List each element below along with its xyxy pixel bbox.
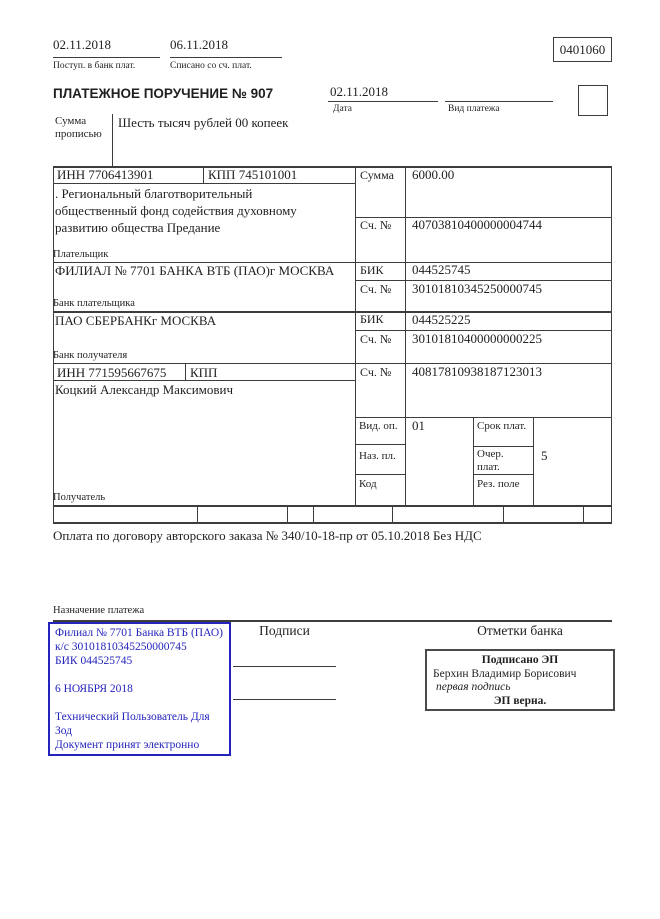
purpose-code-label: Наз. пл. bbox=[359, 450, 396, 462]
esign-stamp-box bbox=[425, 649, 615, 711]
esign-title: Подписано ЭП bbox=[481, 654, 559, 666]
reserve-field-label: Рез. поле bbox=[477, 478, 520, 490]
esign-status: ЭП верна. bbox=[493, 694, 547, 707]
grid-line bbox=[583, 505, 584, 522]
grid-line bbox=[533, 417, 534, 505]
payment-type-rule bbox=[445, 101, 553, 102]
priority-value: 5 bbox=[541, 448, 548, 463]
debited-date-label: Списано со сч. плат. bbox=[170, 61, 252, 71]
signature-line bbox=[233, 699, 336, 700]
priority-label: Очер. плат. bbox=[477, 448, 504, 473]
esign-signer: Берхин Владимир Борисович bbox=[433, 667, 577, 680]
document-title: ПЛАТЕЖНОЕ ПОРУЧЕНИЕ № 907 bbox=[53, 86, 274, 101]
payer-name-line: общественный фонд содействия духовному bbox=[55, 203, 297, 218]
beneficiary-bank-name: ПАО СБЕРБАНКг МОСКВА bbox=[55, 313, 217, 328]
payment-type-box bbox=[578, 85, 608, 116]
bank-stamp-line: 6 НОЯБРЯ 2018 bbox=[55, 683, 133, 695]
table-left-rule bbox=[53, 166, 54, 505]
grid-line bbox=[197, 505, 198, 522]
bank-stamp-line: Зод bbox=[55, 725, 73, 737]
bank-marks-title: Отметки банка bbox=[477, 623, 563, 638]
op-type-value: 01 bbox=[412, 418, 425, 433]
amount-label: Сумма bbox=[360, 168, 394, 182]
op-type-label: Вид. оп. bbox=[359, 420, 398, 432]
debited-date: 06.11.2018 bbox=[170, 37, 229, 52]
payer-bank-name: ФИЛИАЛ № 7701 БАНКА ВТБ (ПАО)г МОСКВА bbox=[55, 263, 335, 278]
payer-account: 40703810400000004744 bbox=[412, 217, 542, 232]
receiver-label: Получатель bbox=[53, 492, 106, 503]
grid-line bbox=[355, 474, 405, 475]
bank-stamp-line: Филиал № 7701 Банка ВТБ (ПАО) bbox=[55, 627, 223, 639]
grid-line bbox=[473, 474, 533, 475]
code-label: Код bbox=[359, 478, 377, 490]
payer-kpp: КПП 745101001 bbox=[208, 167, 298, 182]
grid-line bbox=[355, 444, 405, 445]
payer-bank-bik: 044525745 bbox=[412, 262, 471, 277]
grid-line bbox=[53, 505, 54, 522]
beneficiary-bank-account-label: Сч. № bbox=[360, 332, 392, 346]
grid-line bbox=[203, 166, 204, 183]
document-date-rule bbox=[328, 101, 438, 102]
table-right-rule bbox=[611, 166, 612, 505]
grid-line bbox=[473, 417, 474, 505]
grid-line bbox=[503, 505, 504, 522]
bank-stamp-line: БИК 044525745 bbox=[55, 655, 133, 667]
beneficiary-bank-bik-label: БИК bbox=[360, 312, 384, 326]
grid-line bbox=[287, 505, 288, 522]
payer-account-label: Сч. № bbox=[360, 218, 392, 232]
signature-line bbox=[233, 666, 336, 667]
amount-words-value: Шесть тысяч рублей 00 копеек bbox=[118, 115, 289, 130]
receiver-name: Коцкий Александр Максимович bbox=[55, 382, 234, 397]
payer-name-line: . Региональный благотворительный bbox=[55, 186, 253, 201]
payer-inn: ИНН 7706413901 bbox=[57, 167, 154, 182]
bank-stamp bbox=[48, 622, 231, 756]
bank-stamp-line: Документ принят электронно bbox=[55, 739, 200, 751]
grid-line bbox=[473, 446, 533, 447]
payment-purpose-label: Назначение платежа bbox=[53, 605, 145, 616]
received-date-label: Поступ. в банк плат. bbox=[53, 61, 136, 71]
bank-stamp-line: Технический Пользователь Для bbox=[55, 711, 210, 723]
payer-name-line: развитию общества Предание bbox=[55, 220, 221, 235]
payer-label: Плательщик bbox=[53, 249, 109, 260]
beneficiary-bank-account: 30101810400000000225 bbox=[412, 331, 542, 346]
amount-words-label: Сумма прописью bbox=[55, 115, 102, 140]
amount-words-divider bbox=[112, 114, 113, 167]
beneficiary-bank-label: Банк получателя bbox=[53, 350, 128, 361]
signatures-title: Подписи bbox=[259, 623, 310, 638]
grid-line bbox=[185, 363, 186, 380]
grid-line bbox=[313, 505, 314, 522]
document-date-label: Дата bbox=[333, 104, 352, 114]
bank-stamp-line: к/с 30101810345250000745 bbox=[55, 641, 187, 653]
beneficiary-bank-bik: 044525225 bbox=[412, 312, 471, 327]
amount-value: 6000.00 bbox=[412, 167, 455, 182]
bank-stamp-line bbox=[55, 696, 224, 710]
payer-bank-bik-label: БИК bbox=[360, 263, 384, 277]
grid-line bbox=[611, 505, 612, 522]
debited-date-rule bbox=[170, 57, 282, 58]
received-date: 02.11.2018 bbox=[53, 37, 112, 52]
payer-bank-account: 30101810345250000745 bbox=[412, 281, 542, 296]
tax-row-bottom-rule bbox=[53, 522, 612, 524]
pay-term-label: Срок плат. bbox=[477, 420, 527, 432]
payment-purpose-text: Оплата по договору авторского заказа № 340/10-18-пр от 05.10.2018 Без НДС bbox=[53, 528, 482, 543]
grid-line bbox=[355, 417, 611, 418]
payment-type-label: Вид платежа bbox=[448, 104, 500, 114]
received-date-rule bbox=[53, 57, 160, 58]
receiver-account-label: Сч. № bbox=[360, 365, 392, 379]
esign-signature-kind: первая подпись bbox=[436, 681, 511, 693]
payer-bank-label: Банк плательщика bbox=[53, 298, 135, 309]
document-date: 02.11.2018 bbox=[330, 84, 389, 99]
grid-line bbox=[392, 505, 393, 522]
receiver-inn: ИНН 771595667675 bbox=[57, 365, 167, 380]
table-bottom-rule bbox=[53, 505, 612, 507]
grid-line bbox=[53, 183, 355, 184]
form-code-box: 0401060 bbox=[553, 37, 612, 62]
payer-name bbox=[55, 185, 297, 236]
payer-bank-account-label: Сч. № bbox=[360, 282, 392, 296]
receiver-account: 40817810938187123013 bbox=[412, 364, 542, 379]
receiver-kpp-label: КПП bbox=[190, 365, 218, 380]
bank-stamp-line bbox=[55, 668, 224, 682]
